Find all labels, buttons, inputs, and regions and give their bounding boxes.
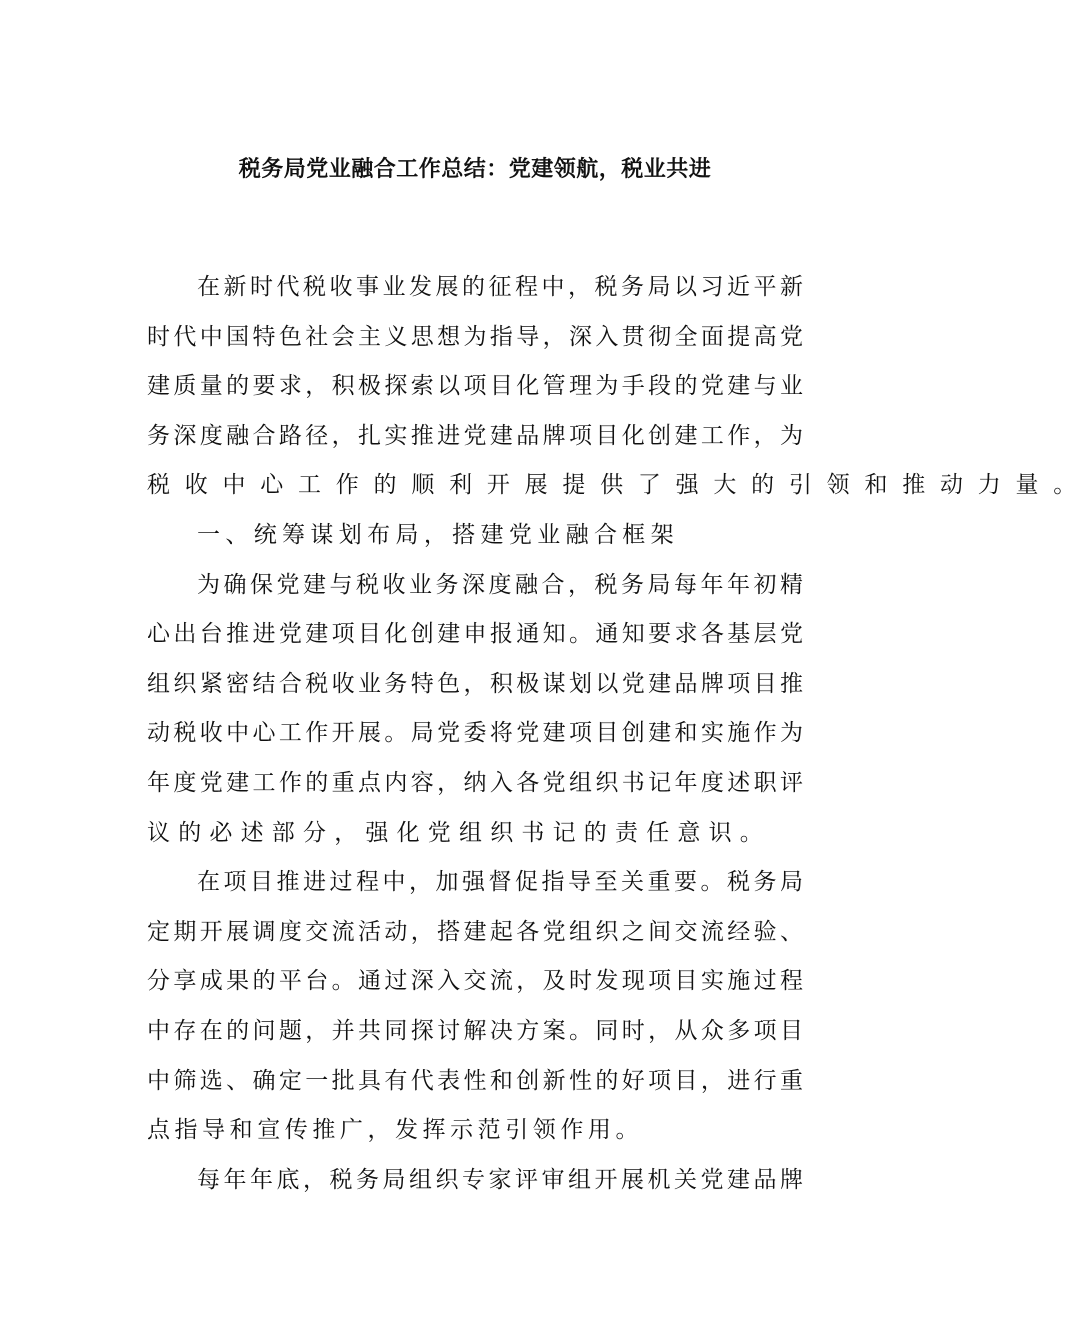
text-line: 中存在的问题，并共同探讨解决方案。同时，从众多项目	[147, 1017, 803, 1044]
document-title: 税务局党业融合工作总结：党建领航，税业共进	[238, 157, 712, 182]
text-line: 每年年底，税务局组织专家评审组开展机关党建品牌	[197, 1166, 803, 1193]
document-body	[147, 263, 1091, 1205]
paragraph	[147, 263, 1091, 511]
text-line: 中筛选、确定一批具有代表性和创新性的好项目，进行重	[147, 1067, 803, 1094]
paragraph	[147, 1156, 803, 1206]
paragraph	[147, 561, 803, 859]
text-line: 建质量的要求，积极探索以项目化管理为手段的党建与业	[147, 373, 803, 400]
text-line: 务深度融合路径，扎实推进党建品牌项目化创建工作，为	[147, 422, 803, 449]
text-line: 一、统筹谋划布局，搭建党业融合框架	[197, 521, 679, 548]
text-line: 在项目推进过程中，加强督促指导至关重要。税务局	[197, 869, 803, 896]
text-line: 点指导和宣传推广，发挥示范引领作用。	[147, 1117, 643, 1144]
text-line: 动税收中心工作开展。局党委将党建项目创建和实施作为	[147, 720, 803, 747]
text-line: 时代中国特色社会主义思想为指导，深入贯彻全面提高党	[147, 323, 803, 350]
text-line: 分享成果的平台。通过深入交流，及时发现项目实施过程	[147, 968, 803, 995]
text-line: 定期开展调度交流活动，搭建起各党组织之间交流经验、	[147, 918, 803, 945]
text-line: 在新时代税收事业发展的征程中，税务局以习近平新	[197, 274, 803, 300]
text-line: 组织紧密结合税收业务特色，积极谋划以党建品牌项目推	[147, 670, 803, 697]
text-line: 年度党建工作的重点内容，纳入各党组织书记年度述职评	[147, 769, 803, 796]
text-line: 税收中心工作的顺利开展提供了强大的引领和推动力量。	[147, 472, 1091, 499]
text-line: 议的必述部分，强化党组织书记的责任意识。	[147, 819, 771, 846]
section-heading	[147, 511, 803, 561]
text-line: 心出台推进党建项目化创建申报通知。通知要求各基层党	[147, 621, 803, 648]
paragraph	[147, 858, 803, 1156]
text-line: 为确保党建与税收业务深度融合，税务局每年年初精	[197, 571, 803, 598]
